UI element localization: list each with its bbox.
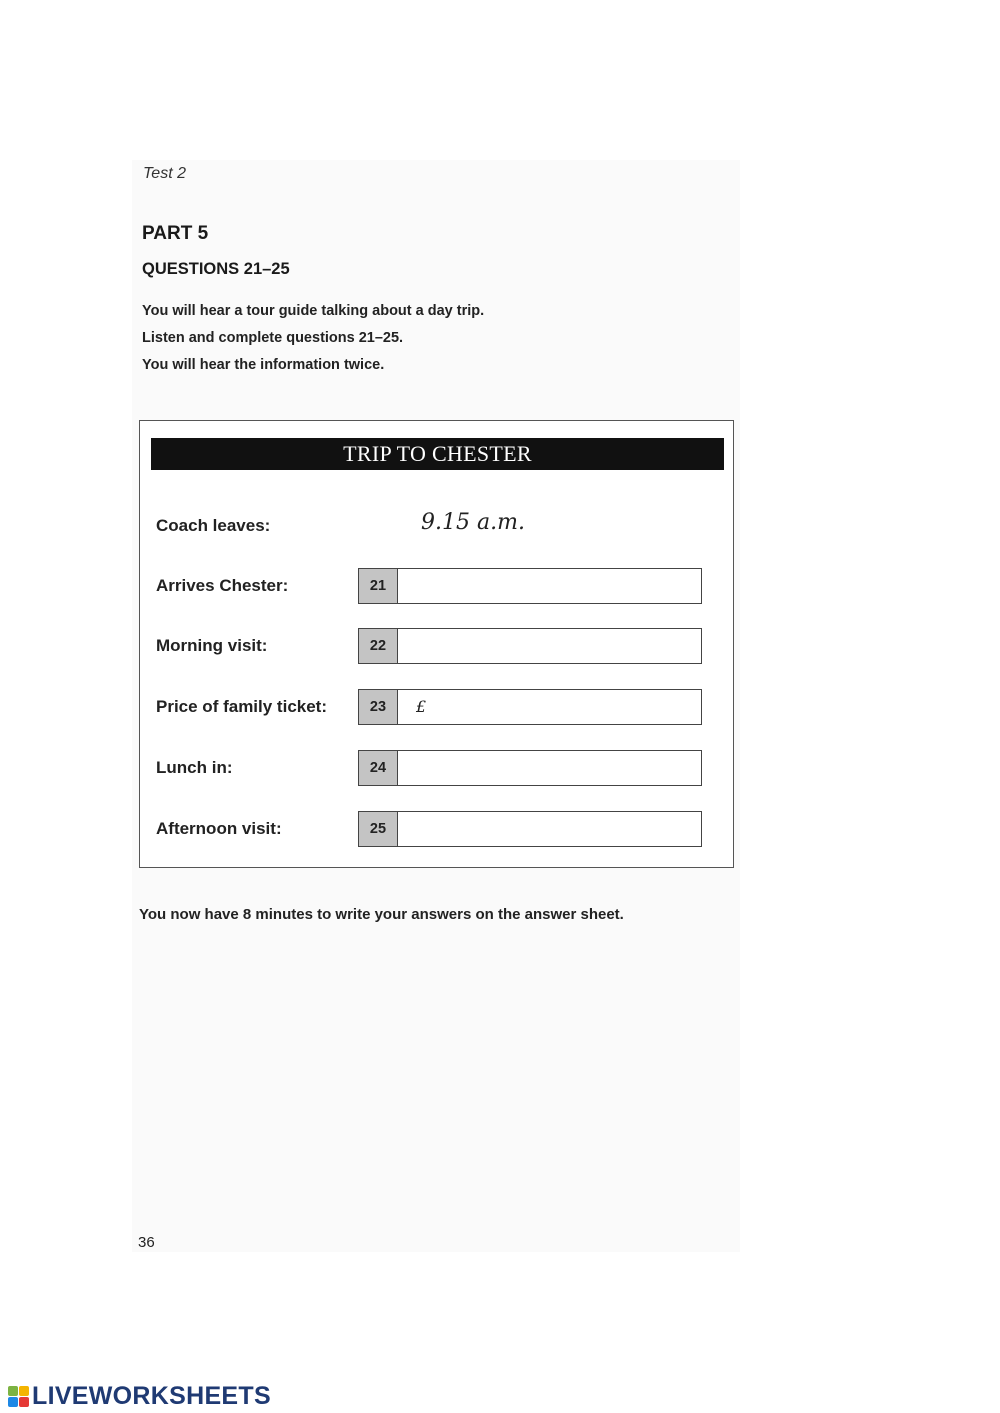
answer-box-22 bbox=[358, 628, 702, 664]
question-number: 23 bbox=[359, 690, 398, 724]
instruction-line: You will hear a tour guide talking about a day trip. bbox=[142, 303, 485, 319]
example-answer: 9.15 a.m. bbox=[421, 510, 525, 535]
question-number: 21 bbox=[359, 569, 398, 603]
question-row-23 bbox=[156, 689, 716, 725]
brand-logo[interactable] bbox=[8, 1382, 271, 1411]
liveworksheets-logo-icon bbox=[8, 1386, 29, 1407]
trip-form bbox=[139, 420, 734, 868]
instruction-line: Listen and complete questions 21–25. bbox=[142, 330, 404, 346]
question-number: 22 bbox=[359, 629, 398, 663]
answer-input-25[interactable] bbox=[398, 812, 701, 846]
question-row-25 bbox=[156, 811, 716, 847]
question-row-22 bbox=[156, 628, 716, 664]
answer-input-21[interactable] bbox=[398, 569, 701, 603]
logo-square bbox=[19, 1397, 29, 1407]
answer-box-23 bbox=[358, 689, 702, 725]
answer-box-21 bbox=[358, 568, 702, 604]
question-label: Lunch in: bbox=[156, 758, 233, 777]
answer-box-25 bbox=[358, 811, 702, 847]
instructions bbox=[142, 298, 484, 379]
test-label: Test 2 bbox=[143, 165, 186, 182]
footer-note: You now have 8 minutes to write your answers on the answer sheet. bbox=[139, 906, 624, 923]
logo-square bbox=[8, 1397, 18, 1407]
brand-name: LIVEWORKSHEETS bbox=[32, 1382, 271, 1410]
form-title: TRIP TO CHESTER bbox=[151, 438, 724, 470]
answer-input-24[interactable] bbox=[398, 751, 701, 785]
example-label: Coach leaves: bbox=[156, 516, 271, 535]
answer-input-22[interactable] bbox=[398, 629, 701, 663]
answer-box-24 bbox=[358, 750, 702, 786]
question-label: Arrives Chester: bbox=[156, 576, 289, 595]
logo-square bbox=[19, 1386, 29, 1396]
page-number: 36 bbox=[138, 1234, 155, 1251]
instruction-line: You will hear the information twice. bbox=[142, 357, 385, 373]
part-title: PART 5 bbox=[142, 223, 209, 244]
question-row-24 bbox=[156, 750, 716, 786]
question-number: 24 bbox=[359, 751, 398, 785]
question-label: Morning visit: bbox=[156, 636, 268, 655]
logo-square bbox=[8, 1386, 18, 1396]
questions-title: QUESTIONS 21–25 bbox=[142, 260, 290, 278]
pound-sign: £ bbox=[416, 697, 427, 716]
question-label: Afternoon visit: bbox=[156, 819, 282, 838]
question-label: Price of family ticket: bbox=[156, 697, 328, 716]
question-row-21 bbox=[156, 568, 716, 604]
example-row bbox=[156, 508, 716, 544]
answer-input-23[interactable] bbox=[426, 690, 701, 724]
question-number: 25 bbox=[359, 812, 398, 846]
